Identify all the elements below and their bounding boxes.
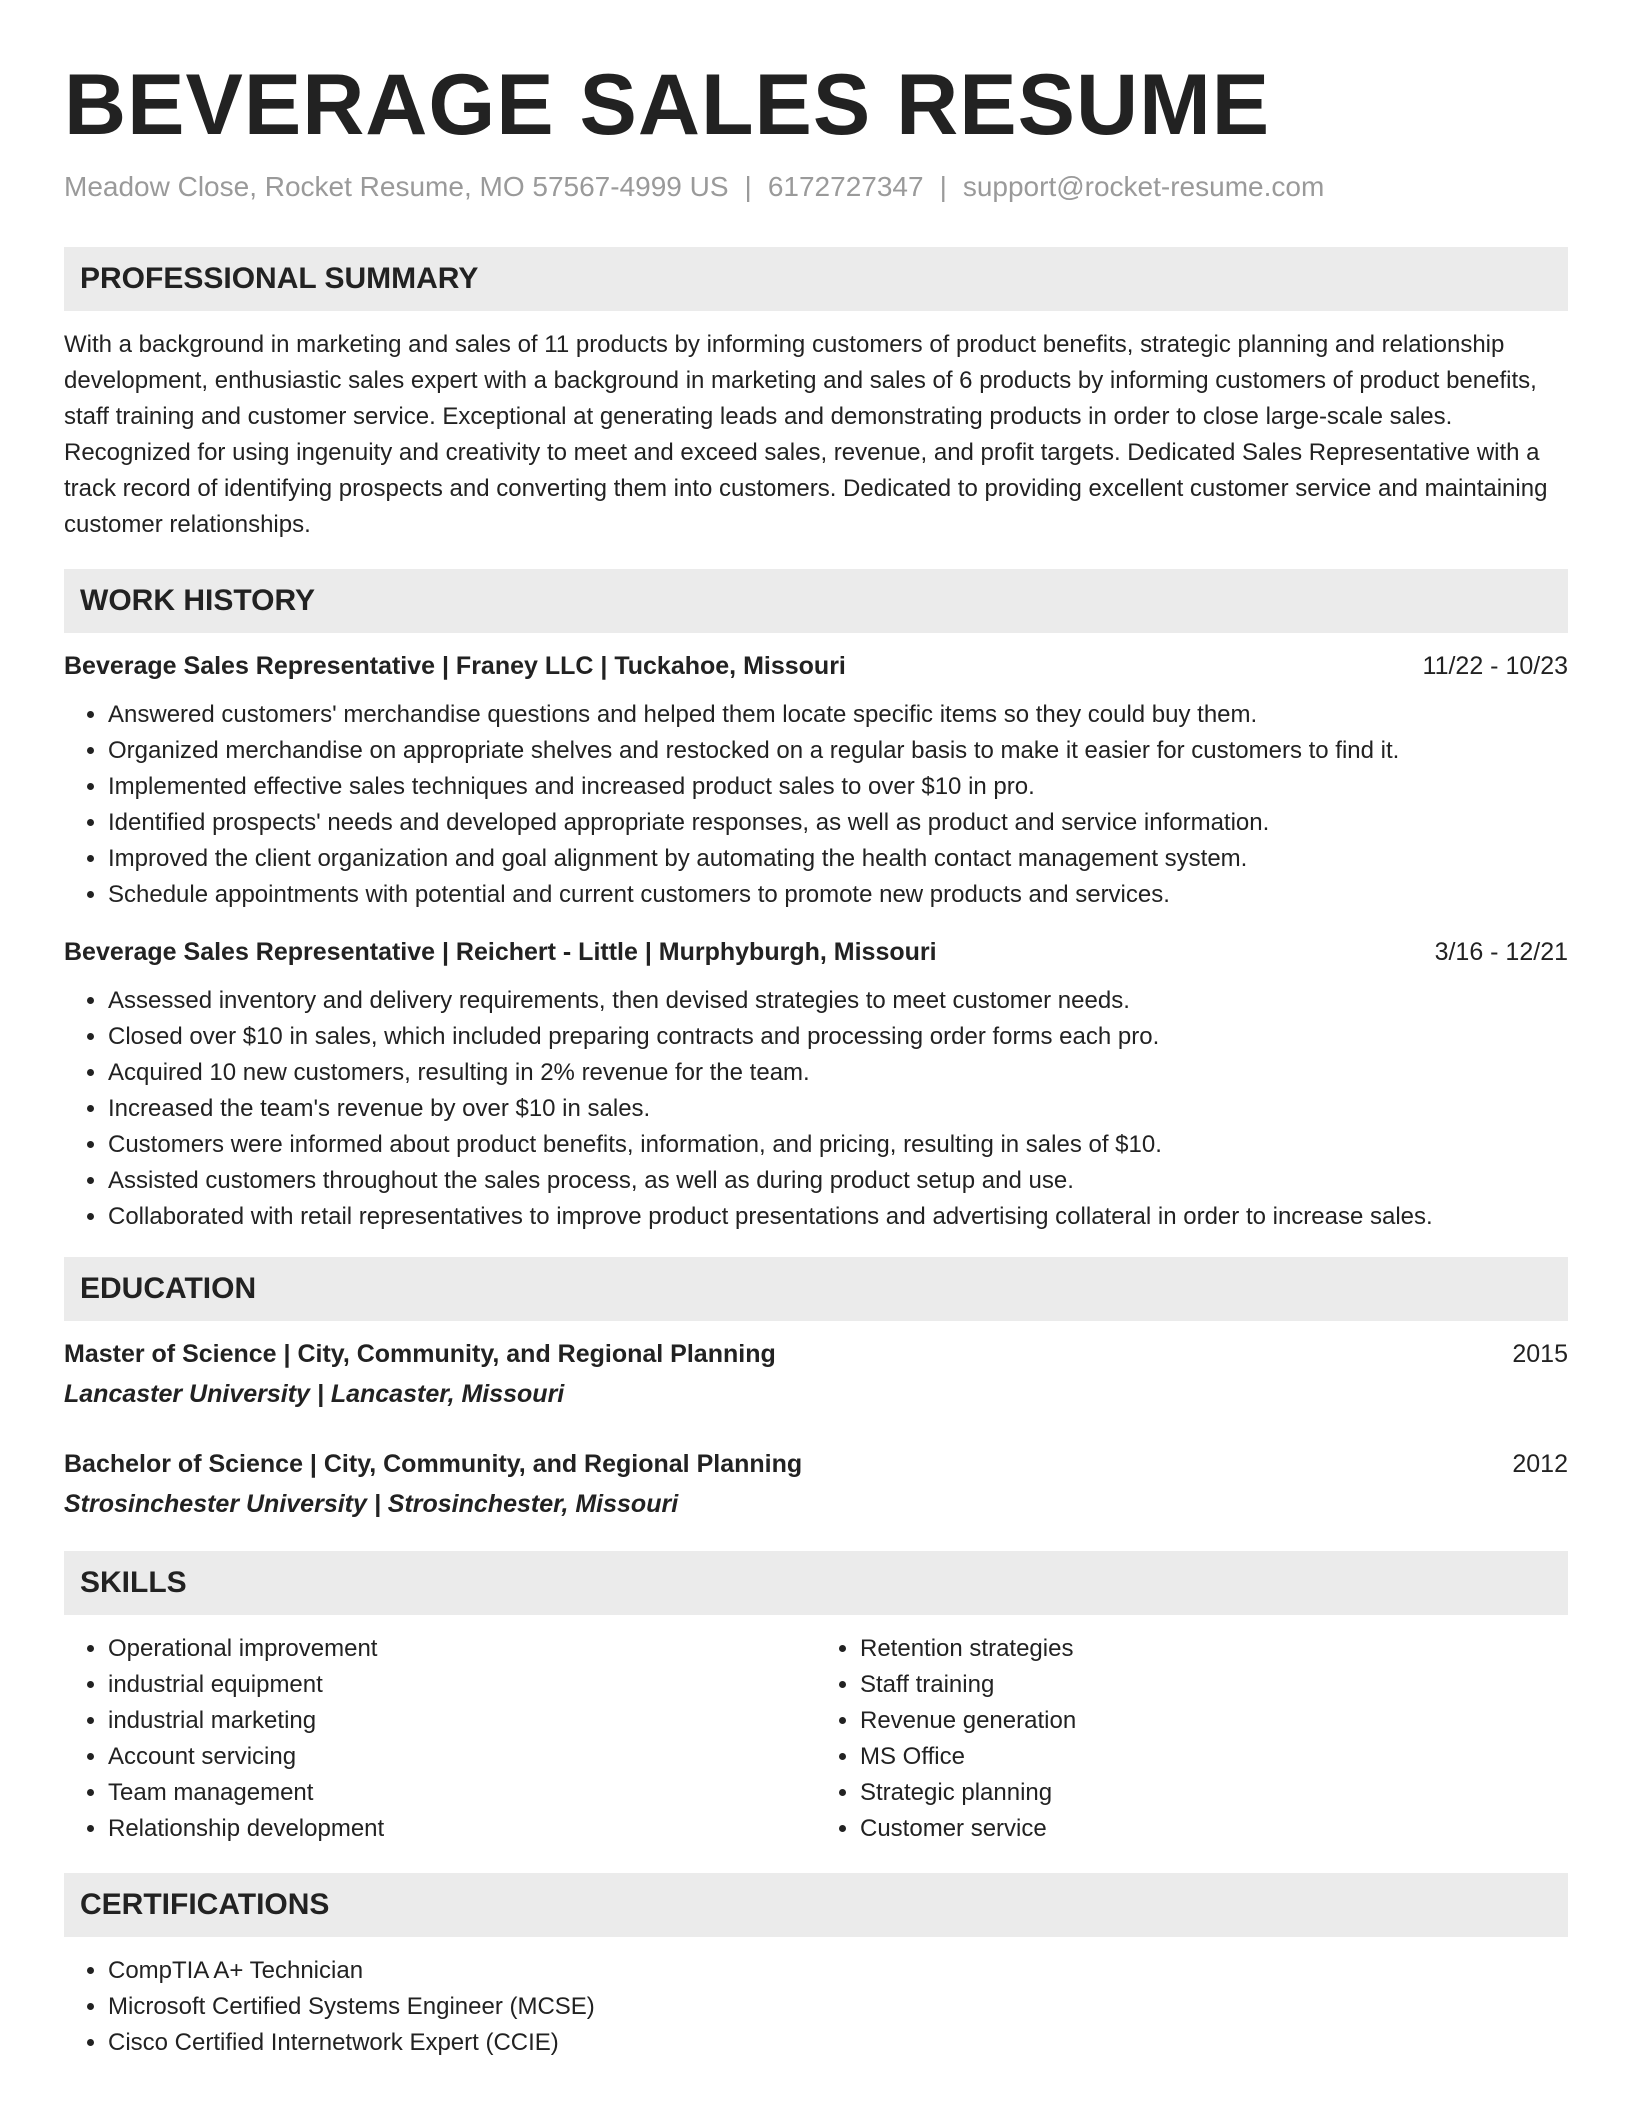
- job-dates: 3/16 - 12/21: [1434, 937, 1568, 966]
- education-school: Lancaster University | Lancaster, Missouri: [64, 1379, 565, 1408]
- skills-columns: [64, 1615, 1568, 1847]
- skill-item: • Customer service: [860, 1811, 1568, 1847]
- skill-item: • Relationship development: [108, 1811, 816, 1847]
- section-heading-certifications: CERTIFICATIONS: [64, 1873, 1568, 1937]
- section-heading-education: EDUCATION: [64, 1257, 1568, 1321]
- job-bullet: • Assessed inventory and delivery requirements, then devised strategies to meet customer needs.: [108, 983, 1568, 1019]
- job-entry: [64, 935, 1568, 1235]
- job-dates: 11/22 - 10/23: [1422, 651, 1568, 680]
- section-heading-summary: PROFESSIONAL SUMMARY: [64, 247, 1568, 311]
- job-bullet: • Collaborated with retail representatives to improve product presentations and advertising collateral in order to increase sales.: [108, 1199, 1568, 1235]
- job-bullet: • Answered customers' merchandise questions and helped them locate specific items so they could buy them.: [108, 697, 1568, 733]
- job-bullet: • Implemented effective sales techniques and increased product sales to over $10 in pro.: [108, 769, 1568, 805]
- education-degree: Master of Science | City, Community, and Regional Planning: [64, 1339, 776, 1368]
- certification-item: • CompTIA A+ Technician: [108, 1953, 1568, 1989]
- job-title: Beverage Sales Representative | Reichert - Little | Murphyburgh, Missouri: [64, 937, 937, 966]
- contact-email: support@rocket-resume.com: [962, 170, 1325, 202]
- job-header: [64, 935, 1568, 969]
- skill-item: • industrial marketing: [108, 1703, 816, 1739]
- job-bullet: • Assisted customers throughout the sales process, as well as during product setup and use.: [108, 1163, 1568, 1199]
- skill-item: • Strategic planning: [860, 1775, 1568, 1811]
- certifications-list: [64, 1953, 1568, 2061]
- education-entry: [64, 1447, 1568, 1521]
- skill-item: • Team management: [108, 1775, 816, 1811]
- certification-item: • Cisco Certified Internetwork Expert (CCIE): [108, 2025, 1568, 2061]
- job-title: Beverage Sales Representative | Franey LLC | Tuckahoe, Missouri: [64, 651, 846, 680]
- job-bullet: • Organized merchandise on appropriate shelves and restocked on a regular basis to make it easier for customers to find it.: [108, 733, 1568, 769]
- section-heading-skills: SKILLS: [64, 1551, 1568, 1615]
- education-year: 2012: [1512, 1449, 1568, 1478]
- education-header: [64, 1447, 1568, 1481]
- skill-item: • MS Office: [860, 1739, 1568, 1775]
- contact-phone: 6172727347: [767, 170, 924, 202]
- job-bullet: • Schedule appointments with potential and current customers to promote new products and services.: [108, 877, 1568, 913]
- job-bullet: • Acquired 10 new customers, resulting in 2% revenue for the team.: [108, 1055, 1568, 1091]
- education-header: [64, 1337, 1568, 1371]
- job-bullet: • Identified prospects' needs and developed appropriate responses, as well as product and service information.: [108, 805, 1568, 841]
- education-school: Strosinchester University | Strosinchester, Missouri: [64, 1489, 679, 1518]
- job-bullet: • Closed over $10 in sales, which included preparing contracts and processing order forms each pro.: [108, 1019, 1568, 1055]
- job-bullet: • Customers were informed about product benefits, information, and pricing, resulting in sales of $10.: [108, 1127, 1568, 1163]
- contact-separator: |: [744, 170, 752, 202]
- job-bullet: • Increased the team's revenue by over $10 in sales.: [108, 1091, 1568, 1127]
- skills-list-right: [816, 1631, 1568, 1847]
- education-year: 2015: [1512, 1339, 1568, 1368]
- skill-item: • Staff training: [860, 1667, 1568, 1703]
- contact-address: Meadow Close, Rocket Resume, MO 57567-4999 US: [64, 170, 729, 202]
- skill-item: • industrial equipment: [108, 1667, 816, 1703]
- contact-line: [64, 169, 1568, 205]
- job-header: [64, 649, 1568, 683]
- skill-item: • Operational improvement: [108, 1631, 816, 1667]
- contact-separator: |: [939, 170, 947, 202]
- summary-text: With a background in marketing and sales of 11 products by informing customers of product benefits, strategic planning and relationship development, enthusiastic sales expert with a background in marketing and sales of 6 products by informing customers of product benefits, staff training and customer service. Exceptional at generating leads and demonstrating products in order to close large-scale sales. Recognized for using ingenuity and creativity to meet and exceed sales, revenue, and profit targets. Dedicated Sales Representative with a track record of identifying prospects and converting them into customers. Dedicated to providing excellent customer service and maintaining customer relationships.: [64, 330, 1548, 538]
- certification-item: • Microsoft Certified Systems Engineer (MCSE): [108, 1989, 1568, 2025]
- skill-item: • Retention strategies: [860, 1631, 1568, 1667]
- job-bullets: [64, 983, 1568, 1235]
- job-entry: [64, 649, 1568, 913]
- resume-title: BEVERAGE SALES RESUME: [64, 57, 1271, 153]
- section-heading-work-history: WORK HISTORY: [64, 569, 1568, 633]
- job-bullets: [64, 697, 1568, 913]
- skill-item: • Account servicing: [108, 1739, 816, 1775]
- skills-list-left: [64, 1631, 816, 1847]
- education-degree: Bachelor of Science | City, Community, and Regional Planning: [64, 1449, 803, 1478]
- education-entry: [64, 1337, 1568, 1411]
- job-bullet: • Improved the client organization and goal alignment by automating the health contact management system.: [108, 841, 1568, 877]
- skill-item: • Revenue generation: [860, 1703, 1568, 1739]
